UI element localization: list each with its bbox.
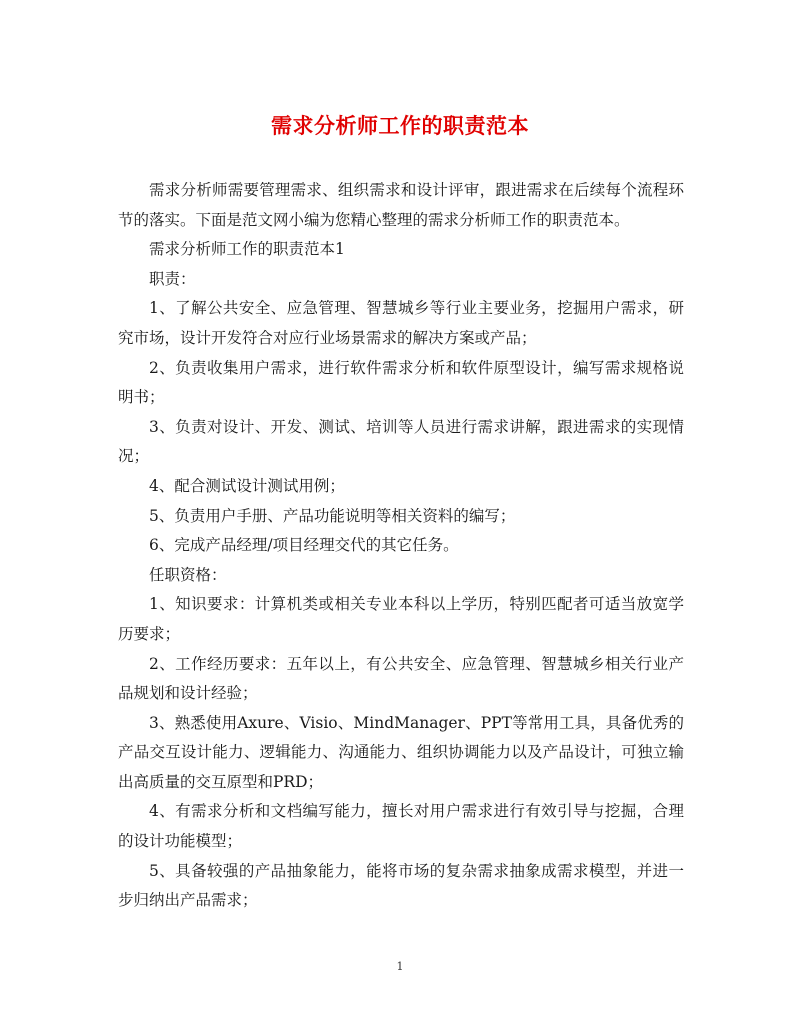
duty-item: 4、配合测试设计测试用例； (149, 476, 345, 495)
qualifications-heading: 任职资格： (149, 565, 227, 584)
qualification-item: 5、具备较强的产品抽象能力，能将市场的复杂需求抽象成需求模型，并进一步归纳出产品需求； (118, 861, 684, 910)
qualification-item: 2、工作经历要求：五年以上，有公共安全、应急管理、智慧城乡相关行业产品规划和设计经验； (118, 654, 684, 703)
document-body (118, 176, 684, 916)
duties-heading: 职责： (149, 269, 196, 288)
document-title: 需求分析师工作的职责范本 (271, 113, 529, 138)
duty-item: 6、完成产品经理/项目经理交代的其它任务。 (149, 536, 459, 555)
qualification-item: 3、熟悉使用Axure、Visio、MindManager、PPT等常用工具，具备优秀的产品交互设计能力、逻辑能力、沟通能力、组织协调能力以及产品设计，可独立输出高质量的交互原型和PRD； (118, 713, 684, 791)
qualification-item: 4、有需求分析和文档编写能力，擅长对用户需求进行有效引导与挖掘，合理的设计功能模型； (118, 802, 684, 851)
section-heading: 需求分析师工作的职责范本1 (149, 240, 345, 259)
intro-paragraph: 需求分析师需要管理需求、组织需求和设计评审，跟进需求在后续每个流程环节的落实。下面是范文网小编为您精心整理的需求分析师工作的职责范本。 (118, 181, 684, 229)
qualification-item: 1、知识要求：计算机类或相关专业本科以上学历，特别匹配者可适当放宽学历要求； (118, 595, 684, 643)
page-number: 1 (396, 960, 404, 973)
duty-item: 3、负责对设计、开发、测试、培训等人员进行需求讲解，跟进需求的实现情况； (118, 417, 684, 466)
duty-item: 5、负责用户手册、产品功能说明等相关资料的编写； (149, 506, 516, 525)
duty-item: 1、了解公共安全、应急管理、智慧城乡等行业主要业务，挖掘用户需求，研究市场，设计开发符合对应行业场景需求的解决方案或产品； (118, 299, 684, 347)
duty-item: 2、负责收集用户需求，进行软件需求分析和软件原型设计，编写需求规格说明书； (118, 358, 684, 407)
